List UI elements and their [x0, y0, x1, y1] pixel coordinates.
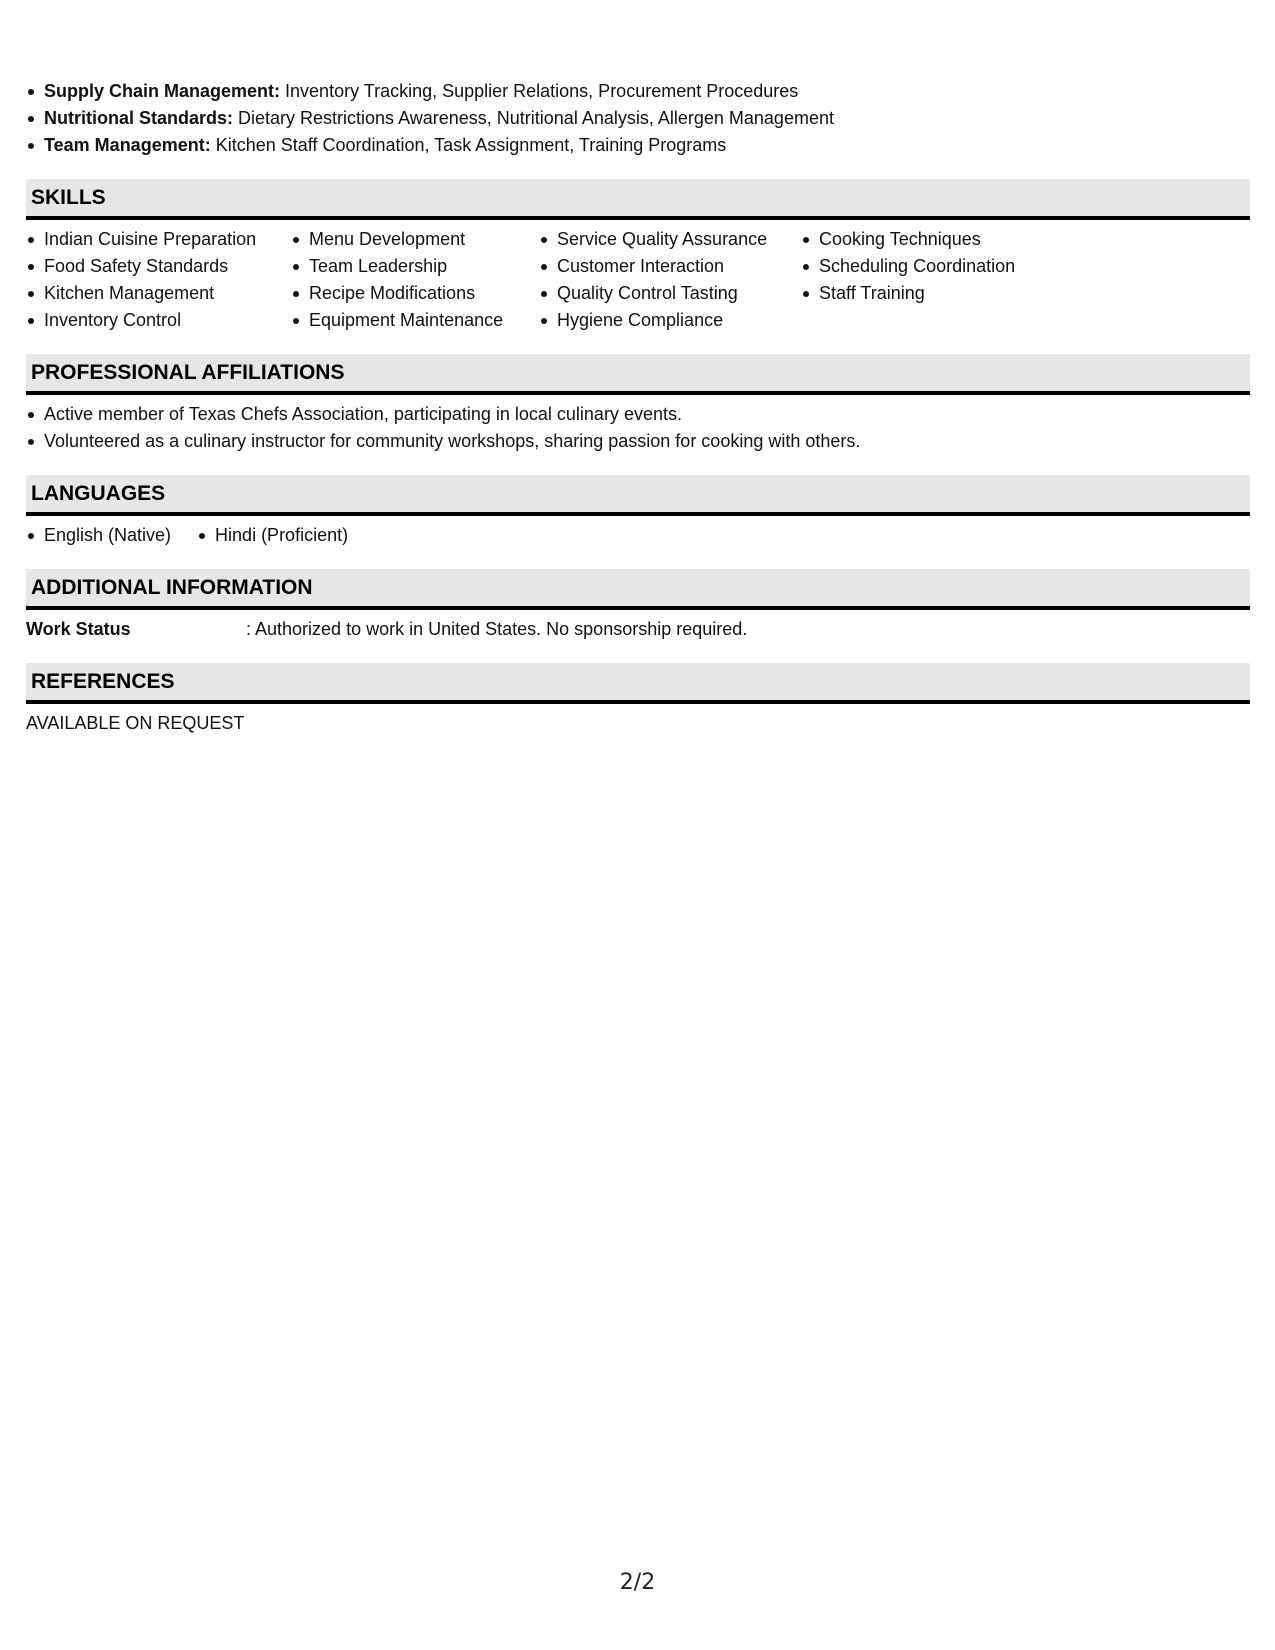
item-label: Team Management:	[44, 135, 211, 155]
competencies-list	[26, 78, 1250, 159]
skill-item: Equipment Maintenance	[291, 307, 539, 334]
item-text: Kitchen Staff Coordination, Task Assignment, Training Programs	[210, 135, 727, 155]
affiliations-section	[26, 354, 1250, 455]
references-text: AVAILABLE ON REQUEST	[26, 713, 245, 733]
skill-item: Customer Interaction	[539, 253, 801, 280]
skill-item: Inventory Control	[26, 307, 291, 334]
affiliations-list	[26, 401, 1250, 455]
work-status-label: Work Status	[26, 619, 131, 639]
section-heading: LANGUAGES	[26, 475, 1250, 516]
skill-item: Scheduling Coordination	[801, 253, 1061, 280]
skills-grid	[26, 226, 1250, 334]
affiliation-item: Active member of Texas Chefs Association, participating in local culinary events.	[26, 401, 1250, 428]
page-number: 2/2	[619, 1570, 656, 1595]
language-item: Hindi (Proficient)	[197, 522, 348, 549]
resume-page	[26, 78, 1250, 737]
additional-info-section	[26, 569, 1250, 643]
affiliation-item: Volunteered as a culinary instructor for community workshops, sharing passion for cooking with others.	[26, 428, 1250, 455]
skill-item: Kitchen Management	[26, 280, 291, 307]
skill-item: Hygiene Compliance	[539, 307, 801, 334]
skill-item: Staff Training	[801, 280, 1061, 307]
skills-column	[539, 226, 801, 334]
list-item	[26, 132, 1250, 159]
work-status-value: : Authorized to work in United States. No sponsorship required.	[246, 619, 748, 639]
skill-item: Food Safety Standards	[26, 253, 291, 280]
work-status-row	[26, 616, 1250, 643]
section-heading: REFERENCES	[26, 663, 1250, 704]
skill-item: Quality Control Tasting	[539, 280, 801, 307]
item-label: Nutritional Standards:	[44, 108, 234, 128]
section-heading: ADDITIONAL INFORMATION	[26, 569, 1250, 610]
skills-column	[26, 226, 291, 334]
skill-item: Cooking Techniques	[801, 226, 1061, 253]
skill-item: Menu Development	[291, 226, 539, 253]
list-item	[26, 105, 1250, 132]
skills-section	[26, 179, 1250, 334]
item-text: Dietary Restrictions Awareness, Nutritional Analysis, Allergen Management	[233, 108, 834, 128]
skill-item: Team Leadership	[291, 253, 539, 280]
languages-list	[26, 522, 1250, 549]
item-text: Inventory Tracking, Supplier Relations, Procurement Procedures	[280, 81, 799, 101]
section-heading: SKILLS	[26, 179, 1250, 220]
skills-column	[801, 226, 1061, 334]
skill-item: Service Quality Assurance	[539, 226, 801, 253]
skills-column	[291, 226, 539, 334]
language-item: English (Native)	[26, 522, 171, 549]
list-item	[26, 78, 1250, 105]
skill-item: Indian Cuisine Preparation	[26, 226, 291, 253]
item-label: Supply Chain Management:	[44, 81, 281, 101]
languages-section	[26, 475, 1250, 549]
section-heading: PROFESSIONAL AFFILIATIONS	[26, 354, 1250, 395]
references-section	[26, 663, 1250, 737]
skill-item: Recipe Modifications	[291, 280, 539, 307]
